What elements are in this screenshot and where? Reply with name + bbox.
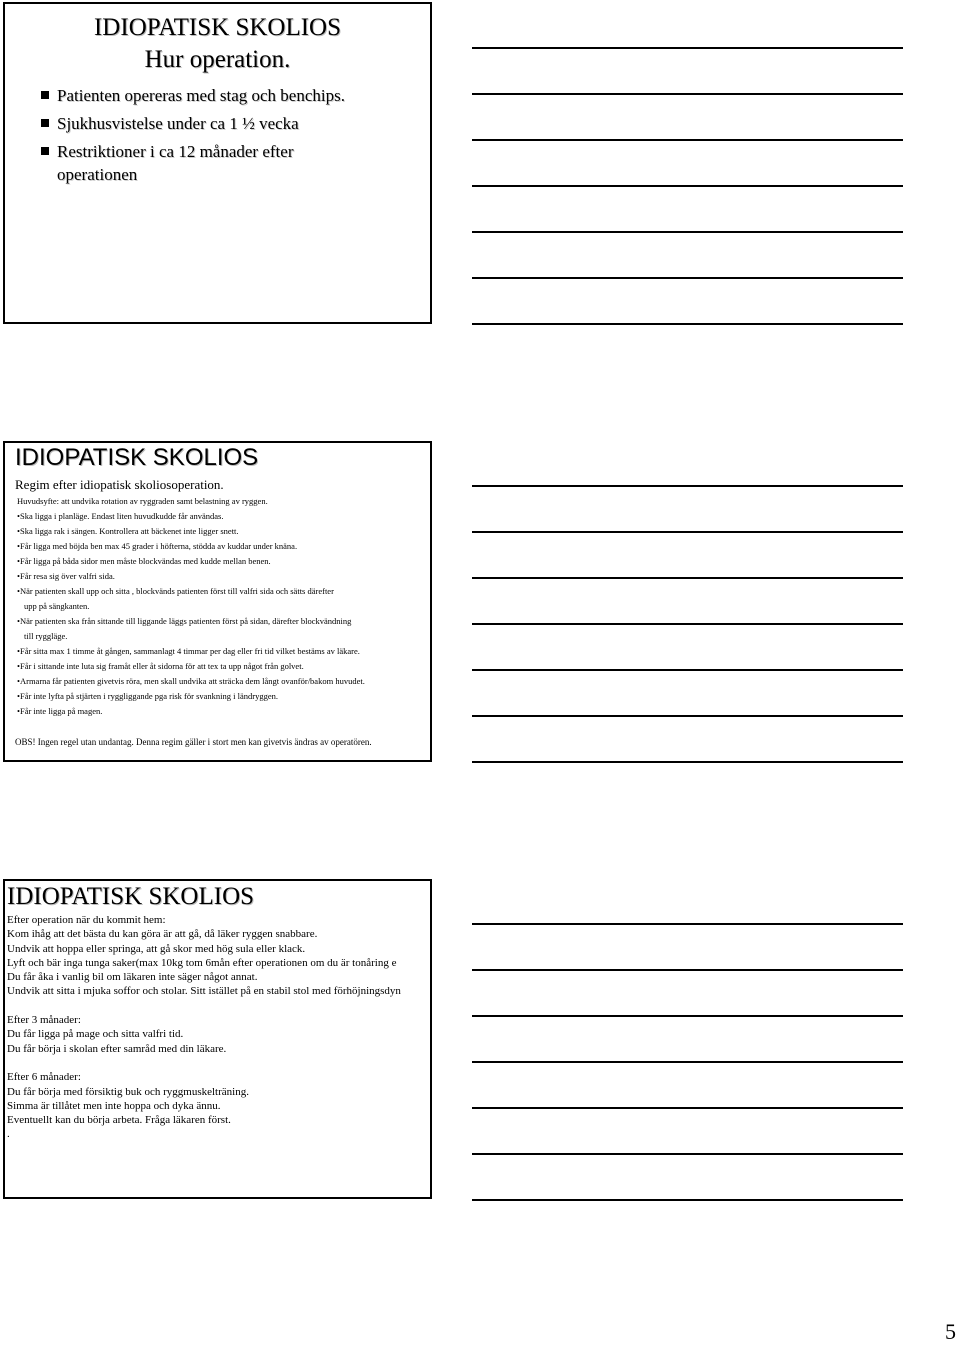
slide-2-line: •Får i sittande inte luta sig framåt eller åt sidorna för att tex ta upp något från golvet. [17,661,304,671]
slide-2 [3,441,432,762]
slide-1-title [5,12,430,76]
slide-1-title-line-1: IDIOPATISK SKOLIOS [93,14,342,41]
slide-2-line: upp på sängkanten. [24,601,90,611]
slide-2-line: Huvudsyfte: att undvika rotation av ryggraden samt belastning av ryggen. [17,496,268,506]
slide-2-line: •Får inte lyfta på stjärten i ryggliggande pga risk för svankning i ländryggen. [17,691,278,701]
note-line [472,93,903,95]
note-line [472,1107,903,1109]
note-line [472,1061,903,1063]
slide-1 [3,2,432,324]
square-bullet-icon [41,147,49,155]
slide-2-line: •När patienten skall upp och sitta , blockvänds patienten först till valfri sida och sätts därefter [17,586,334,596]
slide-3-title: IDIOPATISK SKOLIOS [7,883,255,910]
slide-3 [3,879,432,1199]
slide-2-body [17,494,432,719]
note-line [472,577,903,579]
slide-3-line: Du får ligga på mage och sitta valfri tid. [7,1028,184,1041]
slide-2-line: till ryggläge. [24,631,68,641]
slide-3-line: Du får börja i skolan efter samråd med din läkare. [7,1042,227,1055]
slide-3-line: Efter 3 månader: [7,1014,81,1027]
slide-3-line: Efter 6 månader: [7,1071,81,1084]
slide-2-line: •Får ligga med böjda ben max 45 grader i höfterna, stödda av kuddar under knäna. [17,541,298,551]
slide-3-line: Simma är tillåtet men inte hoppa och dyka ännu. [7,1099,221,1112]
note-line [472,277,903,279]
slide-1-bullet-list [41,84,377,191]
note-line [472,139,903,141]
slide-3-line: Efter operation när du kommit hem: [7,914,166,926]
note-line [472,323,903,325]
slide-2-line: •Ska ligga rak i sängen. Kontrollera att bäckenet inte ligger snett. [17,526,239,536]
slide-2-line: •Får sitta max 1 timme åt gången, sammanlagt 4 timmar per dag eller fri tid vilket bestäms av läkare. [17,646,360,656]
note-line [472,969,903,971]
note-line [472,185,903,187]
slide-2-line: •När patienten ska från sittande till liggande läggs patienten först på sidan, därefter blockvändning [17,616,352,626]
slide-2-line: •Får inte ligga på magen. [17,706,103,716]
slide-2-line: •Ska ligga i planläge. Endast liten huvudkudde får användas. [17,511,224,521]
slide-2-obs-note: OBS! Ingen regel utan undantag. Denna regim gäller i stort men kan givetvis ändras av operatören. [15,737,372,747]
slide-1-bullet: Patienten opereras med stag och benchips. [41,84,377,107]
slide-3-line: Du får börja med försiktig buk och ryggmuskelträning. [7,1085,249,1098]
slide-3-line: Kom ihåg att det bästa du kan göra är att gå, då läker ryggen snabbare. [7,928,318,941]
note-line [472,1015,903,1017]
note-line [472,761,903,763]
note-line [472,47,903,49]
note-line [472,1199,903,1201]
note-line [472,623,903,625]
slide-3-body [7,913,432,1142]
slide-1-bullet: Sjukhusvistelse under ca 1 ½ vecka [41,112,377,135]
slide-3-line: Eventuellt kan du börja arbeta. Fråga läkaren först. [7,1114,231,1127]
slide-3-line: Undvik att hoppa eller springa, att gå skor med hög sula eller klack. [7,942,306,955]
slide-3-line: Lyft och bär inga tunga saker(max 10kg tom 6mån efter operationen om du är tonåring e [7,956,397,969]
slide-3-line: Undvik att sitta i mjuka soffor och stolar. Sitt istället på en stabil stol med förhöjningsdyn [7,985,401,998]
slide-3-line: . [7,1128,10,1141]
slide-2-subtitle: Regim efter idiopatisk skoliosoperation. [15,477,224,492]
slide-3-blank-line [7,999,432,1013]
note-line [472,715,903,717]
note-line [472,669,903,671]
slide-3-line: Du får åka i vanlig bil om läkaren inte säger något annat. [7,971,258,984]
note-line [472,923,903,925]
note-line [472,531,903,533]
square-bullet-icon [41,91,49,99]
slide-1-title-line-2: Hur operation. [144,46,291,73]
page-number: 5 [945,1319,956,1344]
slide-3-blank-line [7,1056,432,1070]
slide-2-title: IDIOPATISK SKOLIOS [15,444,259,471]
note-line [472,485,903,487]
note-line [472,1153,903,1155]
slide-2-line: •Får ligga på båda sidor men måste blockvändas med kudde mellan benen. [17,556,271,566]
slide-2-line: •Armarna får patienten givetvis röra, men skall undvika att sträcka dem långt ovanför/bakom huvudet. [17,676,365,686]
slide-2-line: •Får resa sig över valfri sida. [17,571,115,581]
square-bullet-icon [41,119,49,127]
note-line [472,231,903,233]
slide-1-bullet: Restriktioner i ca 12 månader efter operationen [41,140,377,186]
